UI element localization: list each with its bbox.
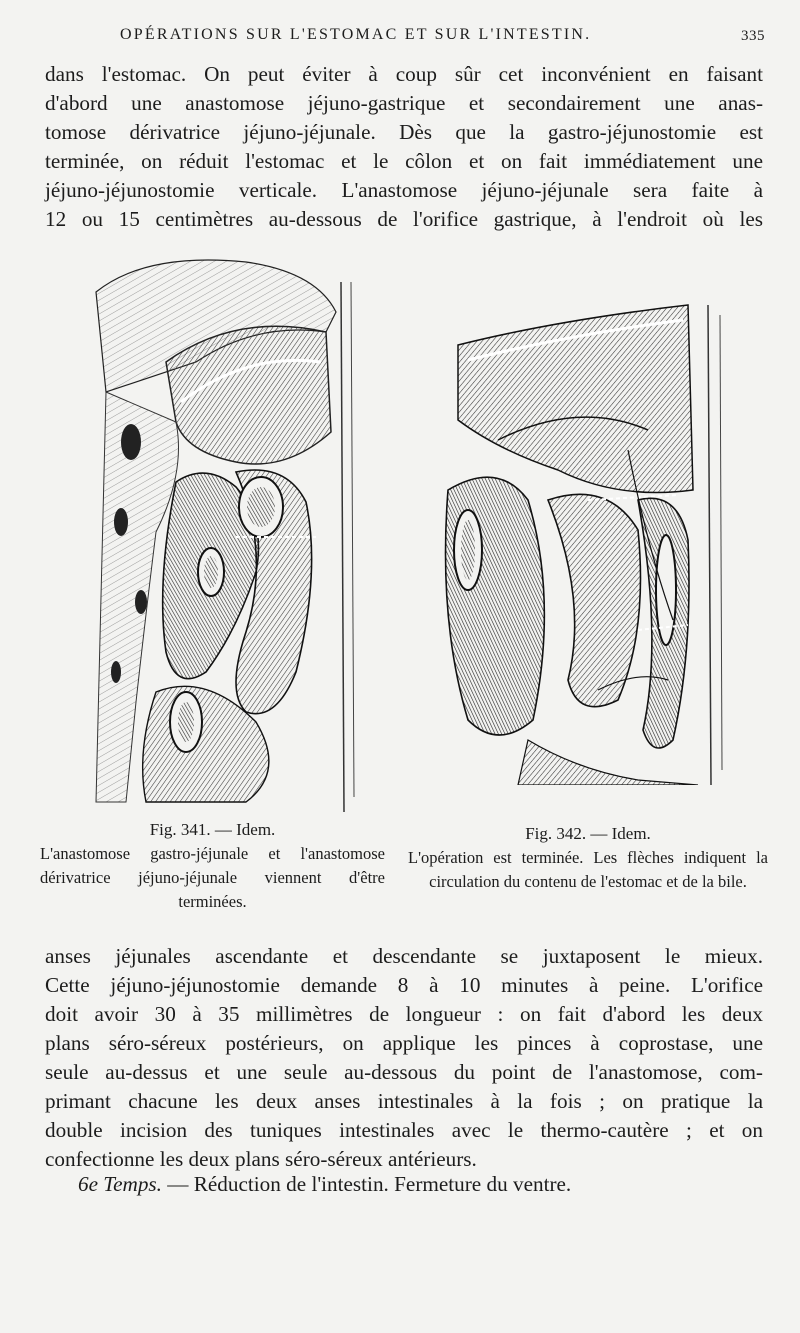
figure-342-caption [408, 822, 768, 894]
step-label: 6e Temps. [78, 1172, 162, 1196]
figure-341-label: Fig. 341. — Idem. [149, 820, 276, 839]
text-line: anses jéjunales ascendante et descendante se juxtaposent le mieux. [45, 944, 763, 968]
text-line: jéjuno-jéjunostomie verticale. L'anastomose jéjuno-jéjunale sera faite à [45, 178, 763, 202]
figure-342-label: Fig. 342. — Idem. [525, 824, 651, 843]
figure-342-caption-text: L'opération est terminée. Les flèches indiquent la circulation du contenu de l'estomac et de la bile. [408, 848, 768, 891]
text-line: d'abord une anastomose jéjuno-gastrique et secondairement une anas- [45, 91, 763, 115]
figure-341-illustration [86, 252, 366, 812]
text-line: Cette jéjuno-jéjunostomie demande 8 à 10 minutes à peine. L'orifice [45, 973, 763, 997]
text-line: tomose dérivatrice jéjuno-jéjunale. Dès que la gastro-jéjunostomie est [45, 120, 763, 144]
figure-341-caption [40, 818, 385, 914]
text-line: terminée, on réduit l'estomac et le côlon et on fait immédiatement une [45, 149, 763, 173]
header-title: OPÉRATIONS SUR L'ESTOMAC ET SUR L'INTESTIN. [120, 26, 592, 43]
bottom-paragraph [45, 942, 763, 1174]
top-paragraph [45, 60, 763, 234]
text-line: confectionne les deux plans séro-séreux antérieurs. [45, 1147, 477, 1171]
figure-341-caption-text: L'anastomose gastro-jéjunale et l'anastomose dérivatrice jéjuno-jéjunale viennent d'être terminées. [40, 844, 385, 911]
text-line: seule au-dessus et une seule au-dessous du point de l'anastomose, com- [45, 1060, 763, 1084]
text-line: plans séro-séreux postérieurs, on applique les pinces à coprostase, une [45, 1031, 763, 1055]
text-line: primant chacune les deux anses intestinales à la fois ; on pratique la [45, 1089, 763, 1113]
anatomical-engraving-342 [438, 300, 728, 785]
anatomical-engraving-341 [86, 252, 366, 812]
text-line: dans l'estomac. On peut éviter à coup sûr cet inconvénient en faisant [45, 62, 763, 86]
figure-342-illustration [438, 300, 728, 785]
text-line: doit avoir 30 à 35 millimètres de longueur : on fait d'abord les deux [45, 1002, 763, 1026]
text-line: double incision des tuniques intestinales avec le thermo-cautère ; et on [45, 1118, 763, 1142]
step-text: — Réduction de l'intestin. Fermeture du ventre. [161, 1172, 572, 1196]
step-six-line [78, 1172, 571, 1197]
page-number: 335 [741, 28, 765, 44]
text-line: 12 ou 15 centimètres au-dessous de l'orifice gastrique, à l'endroit où les [45, 207, 763, 231]
